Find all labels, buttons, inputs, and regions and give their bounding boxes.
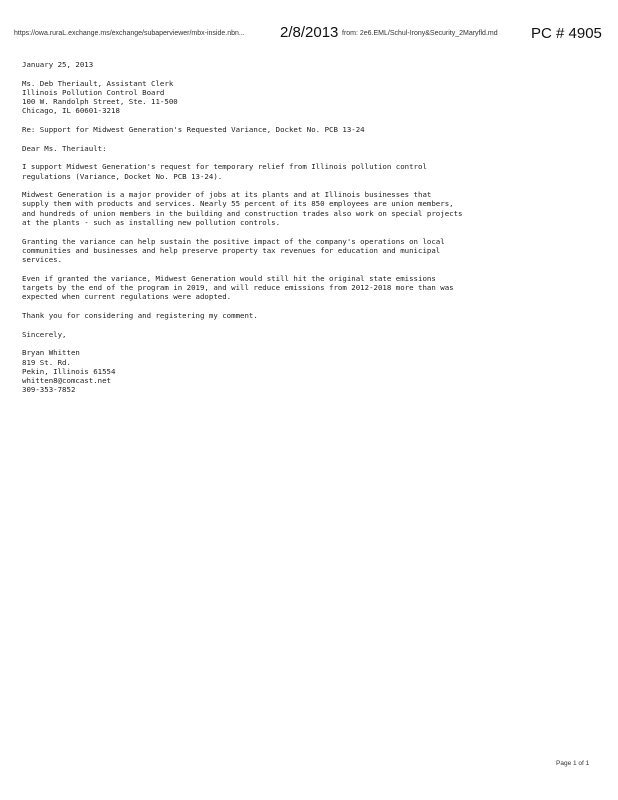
letter-date: January 25, 2013 (22, 60, 94, 69)
fax-header (14, 22, 604, 44)
recipient-address (22, 79, 597, 116)
subject-line: Re: Support for Midwest Generation's Requested Variance, Docket No. PCB 13-24 (22, 125, 365, 135)
public-comment-number: PC # 4905 (531, 25, 602, 42)
paragraph (22, 237, 597, 265)
recipient-line: Illinois Pollution Control Board (22, 87, 165, 97)
paragraph-line: expected when current regulations were adopted. (22, 292, 232, 302)
paragraph (22, 190, 597, 227)
paragraph-line: regulations (Variance, Docket No. PCB 13-24). (22, 171, 223, 181)
header-date: 2/8/2013 (280, 24, 339, 41)
paragraph (22, 274, 597, 302)
signature-city: Pekin, Illinois 61554 (22, 366, 116, 376)
letter-body (22, 60, 597, 395)
paragraph-line: Even if granted the variance, Midwest Generation would still hit the original state emissions (22, 273, 436, 283)
recipient-line: Ms. Deb Theriault, Assistant Clerk (22, 78, 174, 88)
paragraph (22, 162, 597, 181)
signature-phone: 309-353-7852 (22, 385, 76, 395)
recipient-line: 100 W. Randolph Street, Ste. 11-500 (22, 97, 178, 107)
paragraph-line: and hundreds of union members in the building and construction trades also work on special projects (22, 208, 463, 218)
paragraph-line: Midwest Generation is a major provider of jobs at its plants and at Illinois businesses that (22, 190, 432, 200)
closing: Sincerely, (22, 329, 67, 339)
paragraph-line: Thank you for considering and registering my comment. (22, 311, 258, 321)
paragraph-line: targets by the end of the program in 2019, and will reduce emissions from 2012-2018 more than was (22, 283, 454, 293)
paragraph-line: communities and businesses and help preserve property tax revenues for education and municipal (22, 245, 441, 255)
paragraph-line: at the plants - such as installing new pollution controls. (22, 218, 281, 228)
signature-street: 819 St. Rd. (22, 357, 71, 367)
signature-name: Bryan Whitten (22, 348, 80, 358)
recipient-line: Chicago, IL 60601-3218 (22, 106, 120, 116)
page-number: Page 1 of 1 (556, 760, 590, 767)
paragraph (22, 311, 597, 320)
paragraph-line: services. (22, 255, 63, 265)
paragraph-line: I support Midwest Generation's request for temporary relief from Illinois pollution control (22, 162, 427, 172)
salutation: Dear Ms. Theriault: (22, 143, 107, 153)
header-url: https://owa.ruraL.exchange.ms/exchange/subaperviewer/mbx-inside.nbn... (14, 30, 245, 37)
paragraph-line: Granting the variance can help sustain the positive impact of the company's operations on local (22, 236, 445, 246)
signature-email: whitten8@comcast.net (22, 376, 111, 386)
paragraph-line: supply them with products and services. Nearly 55 percent of its 850 employees are union members, (22, 199, 454, 209)
signature-block (22, 348, 597, 394)
header-from: from: 2e6.EML/Schul-Irony&Security_2Maryfld.md (342, 30, 498, 37)
